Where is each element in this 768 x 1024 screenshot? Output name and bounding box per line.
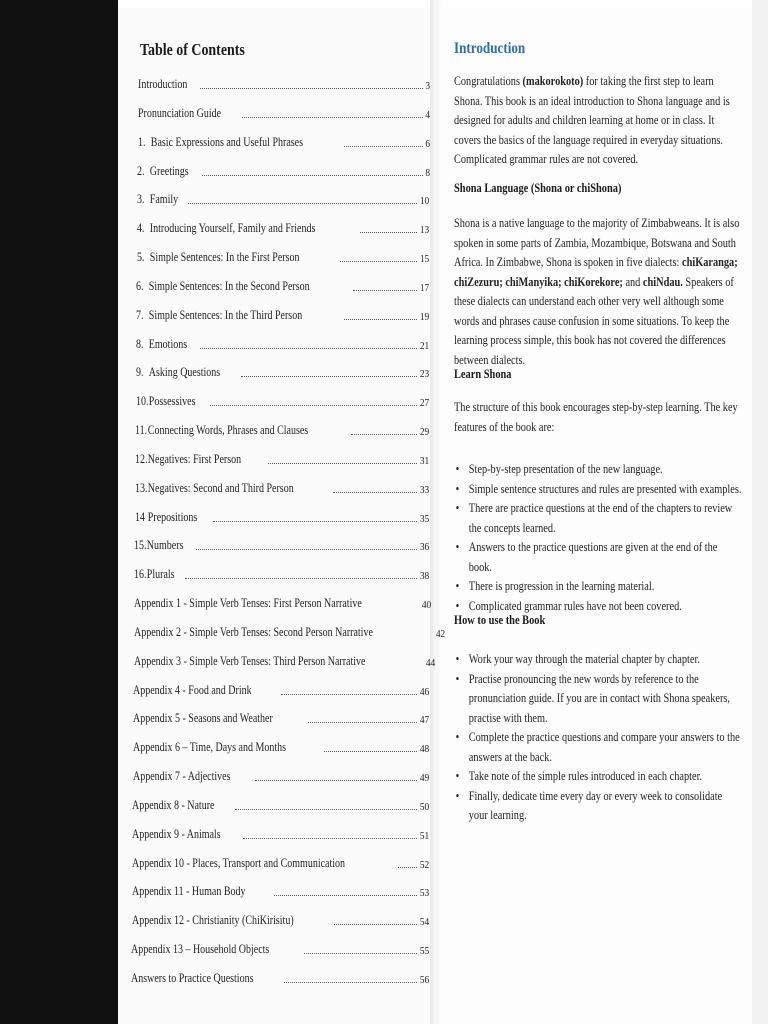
toc-leader-dots xyxy=(284,981,417,983)
toc-entry-text: Simple Sentences: In the Third Person xyxy=(148,307,303,322)
toc-entry xyxy=(138,136,430,150)
toc-entry xyxy=(136,280,430,294)
toc-entry-label xyxy=(136,337,187,352)
toc-entry-text: Possessives xyxy=(148,394,196,409)
toc-entry-page: 17 xyxy=(419,281,430,294)
toc-entry-number: 13. xyxy=(135,480,148,495)
toc-entry-label xyxy=(137,192,178,207)
toc-entry xyxy=(136,395,430,409)
toc-entry-number: 7. xyxy=(136,307,144,322)
toc-entry xyxy=(136,366,430,380)
how-to-item-text: Practise pronouncing the new words by reference to the pronunciation guide. If you are in contact with Shona speakers, practise with them. xyxy=(468,671,731,725)
feature-item xyxy=(454,499,743,538)
toc-entry-page: 3 xyxy=(424,80,430,92)
toc-leader-dots xyxy=(200,87,423,89)
toc-entry-page: 6 xyxy=(424,137,430,150)
toc-entry-label xyxy=(136,279,310,294)
toc-entry-number: 3. xyxy=(137,192,145,207)
toc-entry-page: 19 xyxy=(419,310,430,323)
toc-entry xyxy=(138,78,430,92)
toc-leader-dots xyxy=(324,750,417,752)
toc-entry xyxy=(131,972,430,986)
toc-entry-label xyxy=(132,827,221,842)
learn-shona-heading: Learn Shona xyxy=(454,366,512,381)
toc-leader-dots xyxy=(188,202,417,204)
toc-entry xyxy=(133,712,430,726)
how-to-item-text: Complete the practice questions and compare your answers to the answers at the back. xyxy=(468,730,740,764)
toc-leader-dots xyxy=(281,693,417,695)
intro-term: (makorokoto) xyxy=(522,74,584,88)
feature-item-text: There is progression in the learning material. xyxy=(468,579,655,593)
toc-entry-label xyxy=(137,250,300,265)
toc-entry-text: Appendix 4 - Food and Drink xyxy=(133,682,252,697)
feature-item xyxy=(454,577,743,597)
toc-entry xyxy=(137,251,430,265)
toc-entry xyxy=(135,424,430,438)
toc-entry xyxy=(136,309,430,323)
toc-entry-page: 52 xyxy=(419,858,430,871)
toc-entry xyxy=(131,943,430,957)
toc-leader-dots xyxy=(333,491,417,493)
toc-entry-page: 50 xyxy=(419,800,430,813)
toc-entry-page: 44 xyxy=(426,656,436,669)
toc-entry-page: 38 xyxy=(419,570,430,583)
toc-leader-dots xyxy=(344,145,422,147)
toc-entry-number: 8. xyxy=(136,336,144,351)
dialect-list: chiNdau. xyxy=(642,274,683,289)
toc-entry-label xyxy=(136,394,195,409)
toc-leader-dots xyxy=(274,894,417,896)
toc-leader-dots xyxy=(353,289,417,291)
toc-entry-page: 8 xyxy=(424,166,430,179)
toc-entry-label xyxy=(138,135,303,150)
bullet-icon: • xyxy=(455,671,460,686)
toc-entry-label xyxy=(131,971,253,986)
toc-entry-label xyxy=(135,452,241,467)
toc-entry-text: Appendix 9 - Animals xyxy=(132,826,221,841)
toc-entry-text: Emotions xyxy=(148,336,188,351)
intro-title: Introduction xyxy=(454,40,526,57)
how-to-list xyxy=(454,650,743,826)
toc-leader-dots xyxy=(255,779,417,781)
shona-text: Shona is a native language to the majority of Zimbabweans. It is also spoken in some parts of Zambia, Mozambique, Botswana and South Africa. In Zimbabwe, Shona is spoken in five dialects: xyxy=(454,216,740,269)
toc-entry-text: Numbers xyxy=(146,538,184,553)
toc-entry-number: 14 xyxy=(135,509,145,524)
toc-entry-text: Answers to Practice Questions xyxy=(131,971,254,985)
toc-entry-text: Appendix 7 - Adjectives xyxy=(133,769,231,784)
shona-text: Speakers of these dialects can understand each other very well although some words and phrases cause confusion in some situations. To keep the learning process simple, this book has not covered the differences between dialects. xyxy=(454,274,734,367)
bullet-icon: • xyxy=(455,579,460,593)
toc-entry-number: 16. xyxy=(134,567,147,582)
toc-entry xyxy=(137,222,430,236)
toc-entry xyxy=(132,799,430,813)
bullet-icon: • xyxy=(455,730,460,744)
bullet-icon: • xyxy=(455,540,460,554)
learn-paragraph: The structure of this book encourages step-by-step learning. The key features of the book are: xyxy=(454,400,738,434)
toc-entry-page: 35 xyxy=(419,512,430,525)
toc-leader-dots xyxy=(308,721,417,723)
toc-entry-page: 21 xyxy=(419,339,430,352)
toc-entry-text: Appendix 6 – Time, Days and Months xyxy=(133,740,287,755)
how-to-item-text: Finally, dedicate time every day or every week to consolidate your learning. xyxy=(468,788,723,822)
toc-entry-page: 23 xyxy=(419,368,430,381)
toc-entry-label xyxy=(131,942,269,957)
toc-entry-text: Appendix 2 - Simple Verb Tenses: Second Person Narrative xyxy=(134,624,373,639)
toc-leader-dots xyxy=(243,837,417,839)
toc-entry-page: 27 xyxy=(419,397,430,410)
bullet-icon: • xyxy=(455,481,460,496)
toc-leader-dots xyxy=(334,923,417,925)
feature-item xyxy=(454,538,743,577)
toc-entry-text: Connecting Words, Phrases and Clauses xyxy=(147,423,309,438)
toc-entry xyxy=(132,914,430,928)
toc-entry-page: 53 xyxy=(419,887,430,900)
toc-entry-number: 9. xyxy=(136,365,144,380)
toc-entry-text: Simple Sentences: In the First Person xyxy=(149,250,300,265)
toc-leader-dots xyxy=(242,116,423,118)
toc-leader-dots xyxy=(340,260,417,262)
how-to-heading: How to use the Book xyxy=(454,612,546,627)
toc-entry xyxy=(134,568,430,582)
page-edge xyxy=(752,0,768,1024)
shona-language-heading: Shona Language (Shona or chiShona) xyxy=(454,180,622,195)
toc-entry-text: Simple Sentences: In the Second Person xyxy=(148,278,310,293)
bullet-icon: • xyxy=(455,462,460,476)
toc-entry-label xyxy=(138,106,221,121)
toc-entry xyxy=(138,107,430,121)
toc-leader-dots xyxy=(235,808,417,810)
toc-entry-text: Asking Questions xyxy=(148,365,221,380)
toc-entry-page: 56 xyxy=(419,974,430,986)
how-to-item xyxy=(454,650,743,670)
toc-entry-label xyxy=(133,683,252,698)
toc-leader-dots xyxy=(398,866,417,868)
how-to-item xyxy=(454,767,743,787)
toc-entry-text: Plurals xyxy=(146,567,175,582)
toc-entry-page: 55 xyxy=(419,945,430,958)
toc-entry-text: Negatives: First Person xyxy=(147,451,242,466)
toc-entry-text: Greetings xyxy=(149,163,189,178)
toc-entry-label xyxy=(132,884,246,899)
toc-entry-number: 10. xyxy=(136,394,149,409)
toc-entry-page: 33 xyxy=(419,483,430,496)
toc-entry xyxy=(137,193,430,207)
toc-entry-label xyxy=(137,221,315,236)
toc-entry-text: Appendix 3 - Simple Verb Tenses: Third Person Narrative xyxy=(134,653,366,668)
toc-title: Table of Contents xyxy=(140,40,245,59)
toc-entry-label xyxy=(135,510,197,525)
toc-entry-text: Appendix 13 – Household Objects xyxy=(131,942,270,957)
toc-entry-page: 48 xyxy=(419,743,430,756)
toc-entry-text: Appendix 12 - Christianity (ChiKirisitu) xyxy=(132,913,294,928)
toc-entry-label xyxy=(133,769,230,784)
toc-entry-page: 40 xyxy=(421,599,431,612)
bullet-icon: • xyxy=(455,788,460,803)
toc-entry-text: Pronunciation Guide xyxy=(138,105,222,120)
toc-entry-page: 4 xyxy=(424,108,430,121)
feature-item xyxy=(454,460,743,480)
toc-entry-page: 29 xyxy=(419,426,430,439)
toc-entry-number: 1. xyxy=(138,134,146,149)
toc-entry-label xyxy=(134,567,175,582)
bullet-icon: • xyxy=(455,501,460,515)
toc-entry-text: Prepositions xyxy=(147,509,198,524)
toc-leader-dots xyxy=(196,548,417,550)
toc-entry-text: Appendix 8 - Nature xyxy=(132,797,215,812)
feature-item xyxy=(454,480,743,500)
toc-entry-label xyxy=(135,481,294,496)
toc-entry xyxy=(132,885,430,899)
toc-entry-label xyxy=(134,654,365,669)
toc-entry-text: Appendix 10 - Places, Transport and Communication xyxy=(132,855,346,870)
shona-paragraph xyxy=(454,214,743,370)
toc-entry-page: 47 xyxy=(419,714,430,727)
intro-text: Congratulations xyxy=(454,74,523,88)
toc-entry-label xyxy=(133,711,273,726)
toc-leader-dots xyxy=(241,375,417,377)
toc-entry-page: 49 xyxy=(419,772,430,785)
bullet-icon: • xyxy=(455,769,460,783)
toc-entry-label xyxy=(135,423,308,438)
how-to-item xyxy=(454,670,743,729)
toc-entry-text: Basic Expressions and Useful Phrases xyxy=(150,134,303,149)
toc-entry-page: 31 xyxy=(419,454,430,467)
toc-leader-dots xyxy=(360,231,417,233)
toc-entry-label xyxy=(134,538,183,553)
toc-entry xyxy=(133,684,430,698)
toc-entry xyxy=(134,653,436,669)
toc-entry-number: 6. xyxy=(136,278,144,293)
toc-entry-label xyxy=(134,596,362,611)
intro-text: for taking the first step to learn Shona. This book is an ideal introduction to Shona language and is designed for adults and children learning at home or in class. It covers the basics of the language required in everyday situations. Complicated grammar rules are not covered. xyxy=(454,74,730,166)
toc-entry-number: 4. xyxy=(137,221,145,236)
toc-entry-label xyxy=(132,798,214,813)
feature-item-text: Complicated grammar rules have not been covered. xyxy=(468,598,682,613)
toc-leader-dots xyxy=(213,520,417,522)
toc-entry xyxy=(133,770,430,784)
toc-entry-number: 12. xyxy=(135,451,148,466)
toc-entry-text: Family xyxy=(149,192,179,207)
toc-leader-dots xyxy=(185,577,417,579)
toc-entry xyxy=(137,165,430,179)
toc-entry-number: 5. xyxy=(137,250,145,265)
scan-background xyxy=(0,0,118,1024)
toc-entry xyxy=(135,511,430,525)
toc-entry-page: 10 xyxy=(419,195,430,208)
toc-entry-text: Introducing Yourself, Family and Friends xyxy=(149,221,316,236)
toc-entry-label xyxy=(136,308,302,323)
toc-entry-text: Appendix 5 - Seasons and Weather xyxy=(133,711,273,726)
dialect-list: chiKaranga; chiZezuru; chiManyika; chiKorekore; xyxy=(454,255,738,289)
toc-entry xyxy=(134,624,445,640)
toc-entry-text: Appendix 11 - Human Body xyxy=(132,884,246,899)
toc-leader-dots xyxy=(268,462,417,464)
toc-entry-page: 36 xyxy=(419,541,430,554)
intro-paragraph xyxy=(454,72,743,170)
toc-entry-number: 15. xyxy=(134,538,147,553)
how-to-item-text: Work your way through the material chapter by chapter. xyxy=(468,652,700,666)
toc-leader-dots xyxy=(344,318,417,320)
toc-entry-text: Introduction xyxy=(138,77,188,91)
toc-entry-label xyxy=(133,740,286,755)
toc-leader-dots xyxy=(200,347,417,349)
toc-entry-page: 46 xyxy=(419,685,430,698)
feature-item-text: Step-by-step presentation of the new language. xyxy=(468,462,663,476)
toc-entry-page: 13 xyxy=(419,224,430,237)
feature-item-text: There are practice questions at the end of the chapters to review the concepts learned. xyxy=(468,501,733,535)
toc-entry-page: 54 xyxy=(419,916,430,929)
toc-entry-text: Negatives: Second and Third Person xyxy=(147,480,294,495)
toc-entry-label xyxy=(132,856,345,871)
toc-entry-label xyxy=(134,625,373,640)
toc-leader-dots xyxy=(202,174,423,176)
toc-leader-dots xyxy=(210,404,417,406)
toc-entry-page: 51 xyxy=(419,829,430,842)
toc-entry xyxy=(134,597,430,611)
toc-leader-dots xyxy=(304,952,417,954)
toc-entry-number: 11. xyxy=(135,423,148,438)
bullet-icon: • xyxy=(455,652,460,666)
toc-leader-dots xyxy=(351,433,417,435)
toc-entry xyxy=(135,482,430,496)
toc-entry xyxy=(134,539,430,553)
toc-entry xyxy=(136,338,430,352)
how-to-item xyxy=(454,728,743,767)
toc-entry xyxy=(135,453,430,467)
how-to-item-text: Take note of the simple rules introduced in each chapter. xyxy=(468,769,703,783)
features-list xyxy=(454,460,743,616)
feature-item-text: Simple sentence structures and rules are presented with examples. xyxy=(468,481,742,496)
toc-entry xyxy=(132,828,430,842)
toc-entry-number: 2. xyxy=(137,163,145,178)
toc-entry-label xyxy=(137,164,189,179)
toc-entry-page: 42 xyxy=(435,627,445,640)
shona-text: and xyxy=(622,274,643,289)
toc-entry-text: Appendix 1 - Simple Verb Tenses: First Person Narrative xyxy=(134,596,362,611)
toc-entry-label xyxy=(132,913,294,928)
how-to-item xyxy=(454,787,743,826)
toc-entry-page: 15 xyxy=(419,253,430,266)
toc-entry-label xyxy=(138,77,187,92)
bullet-icon: • xyxy=(455,598,460,613)
toc-entry xyxy=(132,857,430,871)
toc-entry xyxy=(133,741,430,755)
feature-item-text: Answers to the practice questions are given at the end of the book. xyxy=(468,540,718,574)
toc-entry-label xyxy=(136,365,220,380)
